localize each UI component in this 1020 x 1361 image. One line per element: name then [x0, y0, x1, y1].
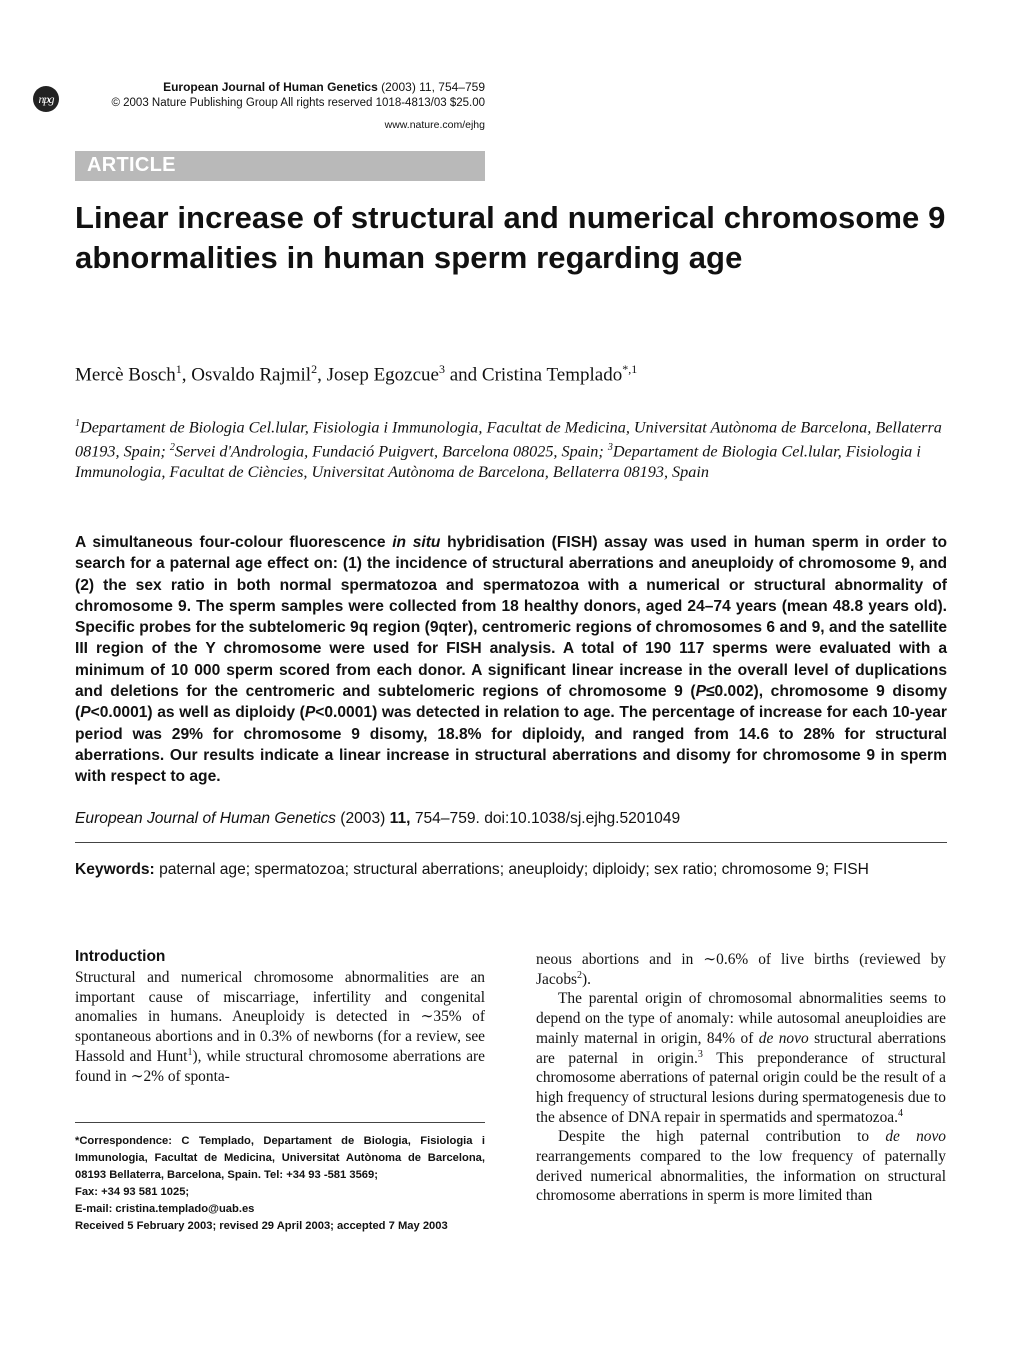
affil-sup: 3 — [607, 441, 613, 453]
body-column-left — [75, 968, 485, 1086]
journal-header — [118, 80, 485, 95]
abstract-italic: P — [304, 704, 316, 722]
reference-sup[interactable]: 2 — [577, 969, 583, 981]
body-text: Structural and numerical chromosome abnormalities are an important cause of miscarriage, infertility and congenital anomalies in humans. Aneuploidy is detected in ∼35% of spontaneous abortions and in 0.3% of newborns (for a review, see Hassold and Hunt — [75, 969, 485, 1065]
body-italic: de novo — [758, 1029, 809, 1047]
body-text: This preponderance of structural chromosome aberrations of paternal origin could be the result of a high frequency of structural lesions during spermatogenesis due to the absence of DNA repair in spermatids and spermatozoa. — [536, 1049, 946, 1126]
author-separator: and — [444, 364, 482, 386]
journal-volume: (2003) 11, 754–759 — [381, 80, 485, 94]
keywords — [75, 859, 947, 880]
body-italic: de novo — [885, 1128, 947, 1146]
paper-title: Linear increase of structural and numerical chromosome 9 abnormalities in human sperm regarding age — [75, 200, 946, 275]
abstract-italic: P — [80, 704, 91, 722]
body-text: ). — [582, 970, 592, 988]
paragraph — [536, 989, 946, 1127]
divider — [75, 842, 947, 843]
keywords-label: Keywords: — [75, 861, 155, 878]
abstract-italic: P — [695, 683, 706, 701]
affiliation: Departament de Biologia Cel.lular, Fisiologia i Immunologia, Facultat de Ciències, Universitat Autònoma de Barcelona, Bellaterra 08193, Spain — [75, 442, 921, 481]
author-name: Cristina Templado — [481, 364, 623, 386]
abstract-text: hybridisation (FISH) assay was used in human sperm in order to search for a paternal age effect on: (1) the incidence of structural aberrations and aneuploidy of chromosome 9, and (2) the sex ratio in both normal spermatozoa and spermatozoa with a numerical or structural abnormality of chromosome 9. The sperm samples were collected from 18 healthy donors, aged 24–74 years (mean 48.8 years old). Specific probes for the subtelomeric 9q region (9qter), centromeric regions of chromosomes 6 and 9, and the satellite III region of the Y chromosome were used for FISH analysis. A total of 190 117 sperms were evaluated with a minimum of 10 000 sperm scored from each donor. A significant linear increase in the overall level of duplications and deletions for the centromeric and subtelomeric regions of chromosome 9 ( — [75, 534, 947, 701]
journal-url[interactable]: www.nature.com/ejhg — [384, 119, 485, 131]
citation-volume: 11, — [389, 810, 411, 827]
paragraph — [75, 968, 485, 1086]
received-dates: Received 5 February 2003; revised 29 April 2003; accepted 7 May 2003 — [75, 1220, 448, 1233]
affiliation: Departament de Biologia Cel.lular, Fisiologia i Immunologia, Facultat de Medicina, Universitat Autònoma de Barcelona, Bellaterra 08193, Spain; — [75, 418, 942, 461]
abstract-text: <0.0001) was detected in relation to age. The percentage of increase for each 10-year period was 29% for chromosome 9 disomy, 18.8% for diploidy, and ranged from 14.6 to 28% for structural aberrations. Our results indicate a linear increase in structural aberrations and disomy for chromosome 9 in sperm with respect to age. — [75, 704, 947, 786]
body-text: The parental origin of chromosomal abnormalities seems to depend on the type of anomaly: while autosomal aneuploidies are mainly maternal in origin, 84% of — [536, 990, 946, 1047]
reference-sup[interactable]: 3 — [697, 1048, 703, 1060]
journal-name: European Journal of Human Genetics — [163, 80, 378, 94]
affiliations — [75, 414, 950, 482]
body-text: neous abortions and in ∼0.6% of live births (reviewed by Jacobs — [536, 951, 946, 988]
body-text: ), while structural chromosome aberrations are found in ∼2% of sponta- — [75, 1047, 485, 1085]
article-type-label: ARTICLE — [87, 154, 176, 176]
article-type-bar — [75, 151, 485, 181]
reference-sup[interactable]: 1 — [187, 1046, 193, 1058]
body-text: structural aberrations are paternal in origin. — [536, 1029, 946, 1067]
author-name: Osvaldo Rajmil — [191, 364, 312, 386]
paragraph — [536, 1127, 946, 1206]
author-separator: , — [317, 364, 327, 386]
section-heading-introduction: Introduction — [75, 948, 166, 965]
correspondence-fax: Fax: +34 93 581 1025; — [75, 1186, 190, 1199]
author-name: Josep Egozcue — [326, 364, 439, 386]
abstract-italic: in situ — [392, 534, 441, 551]
affil-sup: 1 — [75, 418, 80, 429]
body-text: Despite the high paternal contribution to — [558, 1128, 886, 1146]
body-text: rearrangements compared to the low frequency of paternally derived numerical abnormalities, the information on structural chromosome aberrations in sperm is more limited than — [536, 1148, 946, 1205]
npg-logo: npg — [33, 86, 59, 112]
author-affil-sup: 1 — [175, 362, 182, 376]
author-name: Mercè Bosch — [75, 364, 176, 386]
citation-journal: European Journal of Human Genetics — [75, 810, 336, 827]
correspondence-footnote — [75, 1133, 485, 1236]
correspondence-address: *Correspondence: C Templado, Departament de Biologia, Fisiologia i Immunologia, Facultat de Medicina, Universitat Autònoma de Barcelona, 08193 Bellaterra, Barcelona, Spain. Tel: +34 93 -581 3569; — [75, 1135, 485, 1182]
abstract-text: A simultaneous four-colour fluorescence — [75, 534, 393, 551]
footnote-divider — [75, 1122, 485, 1123]
author-affil-sup: 3 — [438, 362, 445, 376]
author-affil-sup: *,1 — [622, 362, 638, 376]
abstract-text: <0.0001) as well as diploidy ( — [90, 704, 305, 722]
citation-doi: 754–759. doi:10.1038/sj.ejhg.5201049 — [410, 810, 681, 827]
affil-sup: 2 — [169, 441, 175, 453]
abstract-citation — [75, 808, 947, 829]
affiliation: Servei d'Andrologia, Fundació Puigvert, Barcelona 08025, Spain; — [174, 442, 608, 461]
body-column-right — [536, 950, 946, 1206]
correspondence-email[interactable]: E-mail: cristina.templado@uab.es — [75, 1203, 255, 1216]
citation-year: (2003) — [335, 810, 390, 827]
reference-sup[interactable]: 4 — [897, 1107, 903, 1119]
author-separator: , — [181, 364, 192, 386]
paragraph — [536, 950, 946, 989]
abstract — [75, 532, 947, 788]
author-affil-sup: 2 — [311, 362, 318, 376]
abstract-text: ≤0.002), chromosome 9 disomy ( — [75, 683, 947, 722]
author-list — [75, 356, 955, 388]
keywords-text: paternal age; spermatozoa; structural aberrations; aneuploidy; diploidy; sex ratio; chromosome 9; FISH — [154, 861, 869, 878]
copyright-line: © 2003 Nature Publishing Group All rights reserved 1018-4813/03 $25.00 — [111, 97, 485, 109]
